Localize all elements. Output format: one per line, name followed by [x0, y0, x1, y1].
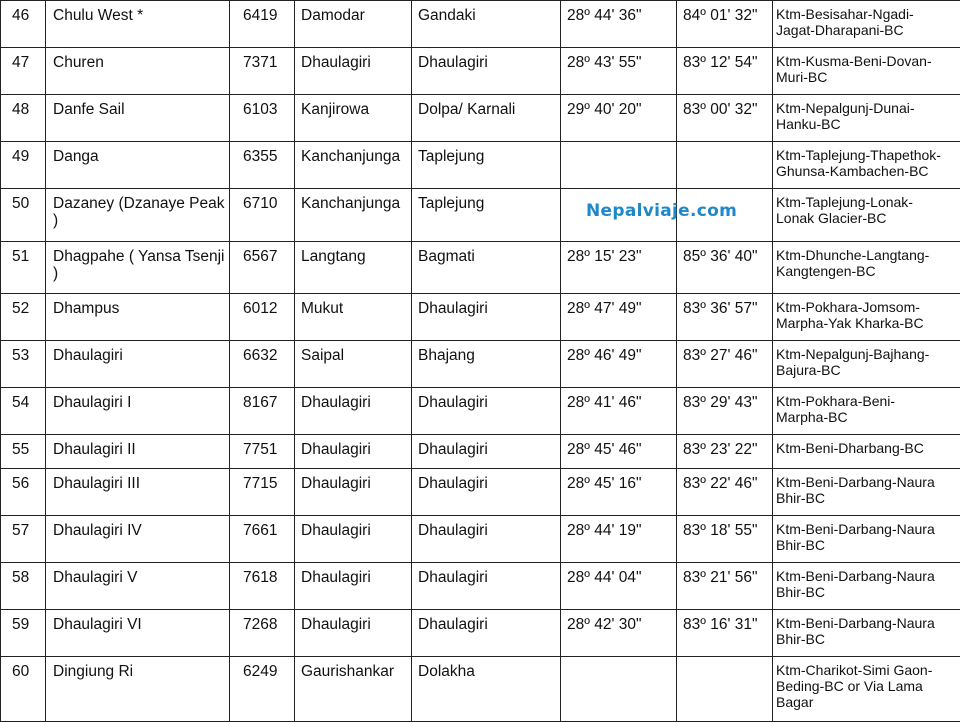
table-row: [1, 610, 960, 657]
elevation-cell: 7715: [230, 469, 295, 516]
route-cell: [773, 341, 960, 388]
latitude-cell: 28º 44' 36": [561, 1, 677, 48]
route-line: Ktm-Beni-Darbang-Naura: [776, 568, 960, 584]
route-line: Ktm-Beni-Darbang-Naura: [776, 474, 960, 490]
route-line: Ktm-Beni-Dharbang-BC: [776, 440, 960, 456]
longitude-cell: [677, 657, 773, 722]
route-cell: [773, 435, 960, 469]
route-line: Beding-BC or Via Lama: [776, 678, 960, 694]
route-cell: [773, 95, 960, 142]
route-line: Ktm-Nepalgunj-Bajhang-: [776, 346, 960, 362]
longitude-cell: 83º 29' 43": [677, 388, 773, 435]
himal-range-cell: Gaurishankar: [295, 657, 412, 722]
route-line: Ktm-Pokhara-Beni-: [776, 393, 960, 409]
zone-cell: Taplejung: [412, 189, 561, 242]
route-line: Ktm-Charikot-Simi Gaon-: [776, 662, 960, 678]
row-number-cell: 56: [1, 469, 46, 516]
peak-name-cell: Chulu West *: [46, 1, 230, 48]
latitude-cell: 28º 45' 16": [561, 469, 677, 516]
watermark-text: Nepalviaje.com: [586, 201, 737, 221]
row-number-cell: 55: [1, 435, 46, 469]
elevation-cell: 7268: [230, 610, 295, 657]
route-line: Lonak Glacier-BC: [776, 210, 960, 226]
peak-name-cell: Churen: [46, 48, 230, 95]
longitude-cell: 83º 16' 31": [677, 610, 773, 657]
elevation-cell: 6355: [230, 142, 295, 189]
peak-name-cell: Dazaney (Dzanaye Peak ): [46, 189, 230, 242]
route-cell: [773, 388, 960, 435]
route-line: Ktm-Taplejung-Thapethok-: [776, 147, 960, 163]
peak-name-cell: Dhampus: [46, 294, 230, 341]
zone-cell: Dhaulagiri: [412, 48, 561, 95]
longitude-cell: 83º 18' 55": [677, 516, 773, 563]
latitude-cell: 28º 43' 55": [561, 48, 677, 95]
elevation-cell: 6567: [230, 242, 295, 294]
route-cell: [773, 610, 960, 657]
table-row: [1, 657, 960, 722]
peak-name-cell: Dhagpahe ( Yansa Tsenji ): [46, 242, 230, 294]
table-row: [1, 242, 960, 294]
peak-name-cell: Dhaulagiri VI: [46, 610, 230, 657]
row-number-cell: 52: [1, 294, 46, 341]
row-number-cell: 54: [1, 388, 46, 435]
zone-cell: Dhaulagiri: [412, 610, 561, 657]
route-line: Ktm-Besisahar-Ngadi-: [776, 6, 960, 22]
latitude-cell: [561, 657, 677, 722]
zone-cell: Taplejung: [412, 142, 561, 189]
table-row: [1, 469, 960, 516]
route-cell: [773, 563, 960, 610]
route-line: Ktm-Kusma-Beni-Dovan-: [776, 53, 960, 69]
elevation-cell: 7618: [230, 563, 295, 610]
peak-name-cell: Dhaulagiri IV: [46, 516, 230, 563]
latitude-cell: [561, 142, 677, 189]
route-line: Marpha-BC: [776, 409, 960, 425]
elevation-cell: 6710: [230, 189, 295, 242]
route-cell: [773, 142, 960, 189]
longitude-cell: 83º 22' 46": [677, 469, 773, 516]
route-line: Ktm-Pokhara-Jomsom-: [776, 299, 960, 315]
row-number-cell: 48: [1, 95, 46, 142]
zone-cell: Bhajang: [412, 341, 561, 388]
himal-range-cell: Dhaulagiri: [295, 610, 412, 657]
latitude-cell: 28º 15' 23": [561, 242, 677, 294]
himal-range-cell: Langtang: [295, 242, 412, 294]
table-row: [1, 388, 960, 435]
route-line: Hanku-BC: [776, 116, 960, 132]
route-line: Jagat-Dharapani-BC: [776, 22, 960, 38]
peak-name-cell: Dingiung Ri: [46, 657, 230, 722]
longitude-cell: 84º 01' 32": [677, 1, 773, 48]
table-row: [1, 294, 960, 341]
longitude-cell: 83º 36' 57": [677, 294, 773, 341]
latitude-cell: 28º 41' 46": [561, 388, 677, 435]
elevation-cell: 6012: [230, 294, 295, 341]
zone-cell: Dhaulagiri: [412, 563, 561, 610]
peak-name-cell: Dhaulagiri II: [46, 435, 230, 469]
table-row: [1, 435, 960, 469]
route-line: Bagar: [776, 694, 960, 710]
route-cell: [773, 1, 960, 48]
route-line: Ktm-Dhunche-Langtang-: [776, 247, 960, 263]
longitude-cell: 83º 27' 46": [677, 341, 773, 388]
longitude-cell: [677, 142, 773, 189]
himal-range-cell: Kanchanjunga: [295, 142, 412, 189]
zone-cell: Gandaki: [412, 1, 561, 48]
route-line: Muri-BC: [776, 69, 960, 85]
table-row: [1, 95, 960, 142]
route-line: Bhir-BC: [776, 537, 960, 553]
zone-cell: Dhaulagiri: [412, 435, 561, 469]
route-line: Bhir-BC: [776, 631, 960, 647]
table-row: [1, 189, 960, 242]
latitude-cell: 29º 40' 20": [561, 95, 677, 142]
longitude-cell: 83º 21' 56": [677, 563, 773, 610]
longitude-cell: 85º 36' 40": [677, 242, 773, 294]
peak-name-cell: Dhaulagiri: [46, 341, 230, 388]
himal-range-cell: Dhaulagiri: [295, 563, 412, 610]
latitude-cell: 28º 45' 46": [561, 435, 677, 469]
zone-cell: Dolpa/ Karnali: [412, 95, 561, 142]
elevation-cell: 6419: [230, 1, 295, 48]
himal-range-cell: Dhaulagiri: [295, 469, 412, 516]
latitude-cell: 28º 44' 04": [561, 563, 677, 610]
peak-name-cell: Danga: [46, 142, 230, 189]
himal-range-cell: Dhaulagiri: [295, 516, 412, 563]
route-line: Bhir-BC: [776, 490, 960, 506]
row-number-cell: 59: [1, 610, 46, 657]
longitude-cell: 83º 00' 32": [677, 95, 773, 142]
longitude-cell: 83º 23' 22": [677, 435, 773, 469]
route-cell: [773, 516, 960, 563]
route-line: Kangtengen-BC: [776, 263, 960, 279]
table-row: [1, 341, 960, 388]
latitude-cell: 28º 44' 19": [561, 516, 677, 563]
route-line: Ktm-Nepalgunj-Dunai-: [776, 100, 960, 116]
himal-range-cell: Dhaulagiri: [295, 388, 412, 435]
elevation-cell: 6103: [230, 95, 295, 142]
route-line: Ghunsa-Kambachen-BC: [776, 163, 960, 179]
himal-range-cell: Kanchanjunga: [295, 189, 412, 242]
row-number-cell: 49: [1, 142, 46, 189]
peak-name-cell: Dhaulagiri I: [46, 388, 230, 435]
table-row: [1, 142, 960, 189]
himal-range-cell: Damodar: [295, 1, 412, 48]
route-cell: [773, 48, 960, 95]
route-line: Ktm-Taplejung-Lonak-: [776, 194, 960, 210]
himal-range-cell: Saipal: [295, 341, 412, 388]
table-row: [1, 516, 960, 563]
latitude-cell: 28º 42' 30": [561, 610, 677, 657]
row-number-cell: 58: [1, 563, 46, 610]
route-line: Ktm-Beni-Darbang-Naura: [776, 521, 960, 537]
route-line: Bhir-BC: [776, 584, 960, 600]
row-number-cell: 57: [1, 516, 46, 563]
row-number-cell: 47: [1, 48, 46, 95]
himal-range-cell: Dhaulagiri: [295, 48, 412, 95]
latitude-cell: 28º 47' 49": [561, 294, 677, 341]
row-number-cell: 60: [1, 657, 46, 722]
himal-range-cell: Mukut: [295, 294, 412, 341]
zone-cell: Dhaulagiri: [412, 388, 561, 435]
table-row: [1, 563, 960, 610]
row-number-cell: 46: [1, 1, 46, 48]
route-line: Bajura-BC: [776, 362, 960, 378]
table-row: [1, 1, 960, 48]
peak-name-cell: Danfe Sail: [46, 95, 230, 142]
zone-cell: Dolakha: [412, 657, 561, 722]
elevation-cell: 6249: [230, 657, 295, 722]
longitude-cell: 83º 12' 54": [677, 48, 773, 95]
route-cell: [773, 469, 960, 516]
himal-range-cell: Dhaulagiri: [295, 435, 412, 469]
zone-cell: Dhaulagiri: [412, 294, 561, 341]
route-line: Marpha-Yak Kharka-BC: [776, 315, 960, 331]
table-row: [1, 48, 960, 95]
route-cell: [773, 294, 960, 341]
row-number-cell: 53: [1, 341, 46, 388]
route-cell: [773, 189, 960, 242]
zone-cell: Bagmati: [412, 242, 561, 294]
route-line: Ktm-Beni-Darbang-Naura: [776, 615, 960, 631]
route-cell: [773, 657, 960, 722]
latitude-cell: 28º 46' 49": [561, 341, 677, 388]
peak-name-cell: Dhaulagiri III: [46, 469, 230, 516]
row-number-cell: 50: [1, 189, 46, 242]
elevation-cell: 7371: [230, 48, 295, 95]
row-number-cell: 51: [1, 242, 46, 294]
peak-name-cell: Dhaulagiri V: [46, 563, 230, 610]
elevation-cell: 7661: [230, 516, 295, 563]
zone-cell: Dhaulagiri: [412, 516, 561, 563]
elevation-cell: 6632: [230, 341, 295, 388]
elevation-cell: 7751: [230, 435, 295, 469]
elevation-cell: 8167: [230, 388, 295, 435]
route-cell: [773, 242, 960, 294]
himal-range-cell: Kanjirowa: [295, 95, 412, 142]
zone-cell: Dhaulagiri: [412, 469, 561, 516]
